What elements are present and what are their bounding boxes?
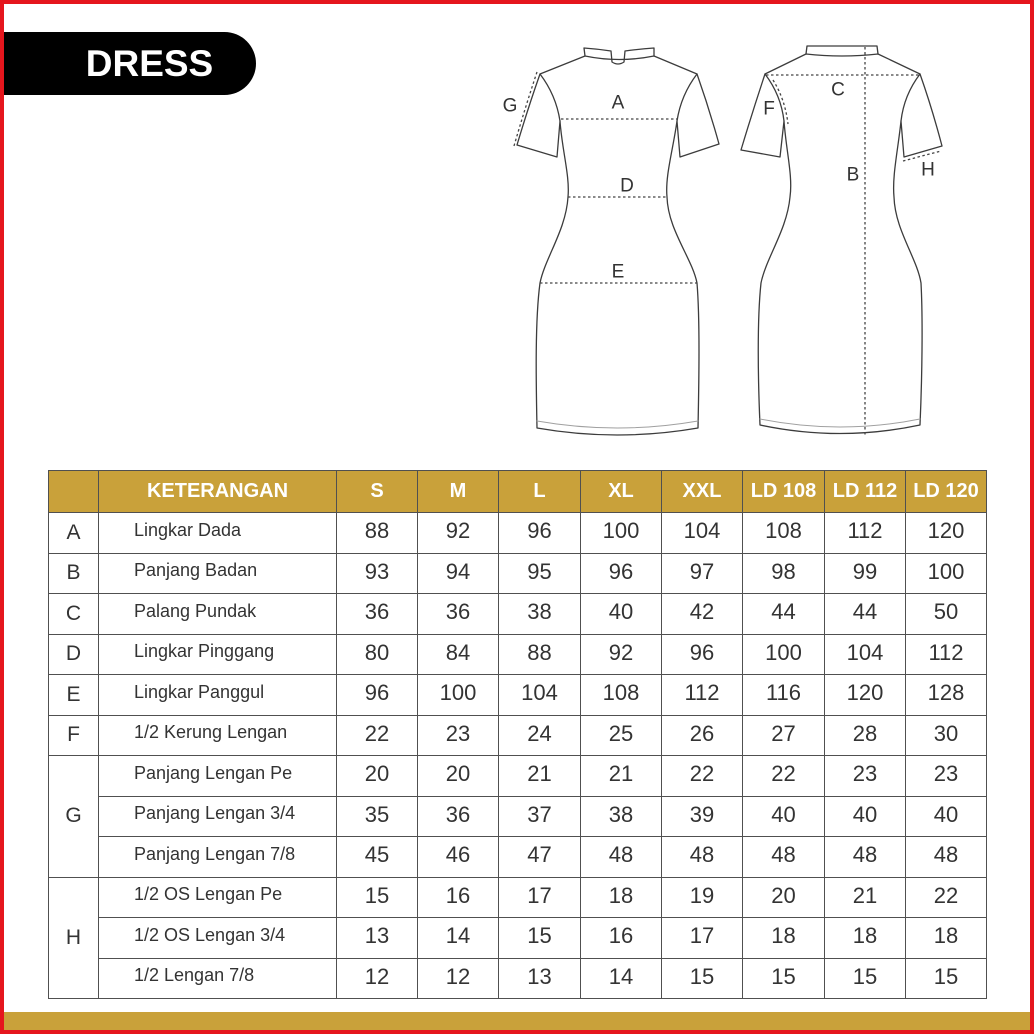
size-value-cell: 15	[662, 958, 743, 999]
size-value-cell: 120	[906, 513, 987, 554]
size-value-cell: 20	[337, 756, 418, 797]
size-value-cell: 98	[743, 553, 825, 594]
size-value-cell: 100	[418, 675, 499, 716]
size-table-body	[49, 513, 987, 999]
header-size-m: M	[418, 471, 499, 513]
label-g: G	[502, 95, 518, 117]
table-row	[49, 877, 987, 918]
size-value-cell: 100	[581, 513, 662, 554]
size-value-cell: 120	[825, 675, 906, 716]
header-size-l: L	[499, 471, 581, 513]
size-value-cell: 46	[418, 837, 499, 878]
measure-description-cell: 1/2 OS Lengan 3/4	[99, 918, 337, 959]
table-row	[49, 675, 987, 716]
page-title: DRESS	[85, 43, 214, 84]
table-row	[49, 958, 987, 999]
size-value-cell: 26	[662, 715, 743, 756]
size-value-cell: 99	[825, 553, 906, 594]
size-value-cell: 30	[906, 715, 987, 756]
size-value-cell: 20	[418, 756, 499, 797]
size-value-cell: 48	[662, 837, 743, 878]
size-value-cell: 108	[743, 513, 825, 554]
table-row	[49, 796, 987, 837]
size-value-cell: 35	[337, 796, 418, 837]
header-size-ld112: LD 112	[825, 471, 906, 513]
size-value-cell: 12	[418, 958, 499, 999]
table-row	[49, 594, 987, 635]
size-value-cell: 80	[337, 634, 418, 675]
label-f: F	[763, 98, 775, 120]
size-value-cell: 36	[418, 594, 499, 635]
measure-description-cell: Panjang Badan	[99, 553, 337, 594]
header-size-s: S	[337, 471, 418, 513]
size-value-cell: 48	[743, 837, 825, 878]
size-value-cell: 112	[662, 675, 743, 716]
size-value-cell: 12	[337, 958, 418, 999]
label-h: H	[921, 159, 935, 181]
size-value-cell: 36	[337, 594, 418, 635]
measure-description-cell: Lingkar Panggul	[99, 675, 337, 716]
size-value-cell: 16	[418, 877, 499, 918]
label-d: D	[620, 175, 634, 197]
size-value-cell: 23	[906, 756, 987, 797]
size-value-cell: 93	[337, 553, 418, 594]
size-value-cell: 104	[499, 675, 581, 716]
size-value-cell: 21	[581, 756, 662, 797]
size-value-cell: 96	[662, 634, 743, 675]
table-row	[49, 553, 987, 594]
table-row	[49, 756, 987, 797]
size-value-cell: 20	[743, 877, 825, 918]
header-size-ld120: LD 120	[906, 471, 987, 513]
measure-description-cell: 1/2 Kerung Lengan	[99, 715, 337, 756]
size-value-cell: 96	[337, 675, 418, 716]
size-value-cell: 38	[499, 594, 581, 635]
size-value-cell: 16	[581, 918, 662, 959]
size-value-cell: 116	[743, 675, 825, 716]
measure-description-cell: 1/2 OS Lengan Pe	[99, 877, 337, 918]
size-value-cell: 96	[499, 513, 581, 554]
measure-description-cell: Lingkar Dada	[99, 513, 337, 554]
measure-description-cell: Panjang Lengan Pe	[99, 756, 337, 797]
table-row	[49, 634, 987, 675]
size-value-cell: 15	[906, 958, 987, 999]
size-value-cell: 128	[906, 675, 987, 716]
size-value-cell: 104	[662, 513, 743, 554]
size-value-cell: 22	[743, 756, 825, 797]
size-value-cell: 22	[662, 756, 743, 797]
measure-code-cell: G	[49, 756, 99, 878]
size-value-cell: 13	[337, 918, 418, 959]
size-value-cell: 21	[825, 877, 906, 918]
size-value-cell: 13	[499, 958, 581, 999]
header-row	[49, 471, 987, 513]
size-value-cell: 23	[418, 715, 499, 756]
size-value-cell: 88	[337, 513, 418, 554]
measure-code-cell: C	[49, 594, 99, 635]
size-value-cell: 40	[581, 594, 662, 635]
size-value-cell: 18	[825, 918, 906, 959]
size-value-cell: 95	[499, 553, 581, 594]
size-value-cell: 14	[581, 958, 662, 999]
size-value-cell: 88	[499, 634, 581, 675]
size-value-cell: 37	[499, 796, 581, 837]
size-value-cell: 47	[499, 837, 581, 878]
size-value-cell: 15	[743, 958, 825, 999]
measure-description-cell: 1/2 Lengan 7/8	[99, 958, 337, 999]
size-value-cell: 50	[906, 594, 987, 635]
size-value-cell: 97	[662, 553, 743, 594]
size-value-cell: 48	[825, 837, 906, 878]
size-value-cell: 94	[418, 553, 499, 594]
size-value-cell: 18	[743, 918, 825, 959]
bottom-accent-stripe	[4, 1012, 1030, 1030]
size-value-cell: 18	[581, 877, 662, 918]
size-value-cell: 92	[418, 513, 499, 554]
measure-code-cell: B	[49, 553, 99, 594]
size-value-cell: 92	[581, 634, 662, 675]
size-value-cell: 40	[825, 796, 906, 837]
size-value-cell: 112	[825, 513, 906, 554]
size-value-cell: 40	[906, 796, 987, 837]
size-value-cell: 17	[662, 918, 743, 959]
size-value-cell: 28	[825, 715, 906, 756]
size-value-cell: 38	[581, 796, 662, 837]
table-row	[49, 918, 987, 959]
size-value-cell: 15	[337, 877, 418, 918]
header-size-xxl: XXL	[662, 471, 743, 513]
size-value-cell: 100	[743, 634, 825, 675]
label-a: A	[611, 92, 625, 114]
size-value-cell: 15	[825, 958, 906, 999]
size-value-cell: 18	[906, 918, 987, 959]
measure-description-cell: Panjang Lengan 3/4	[99, 796, 337, 837]
size-value-cell: 42	[662, 594, 743, 635]
size-value-cell: 14	[418, 918, 499, 959]
table-header	[49, 471, 987, 513]
size-value-cell: 17	[499, 877, 581, 918]
size-value-cell: 45	[337, 837, 418, 878]
measure-description-cell: Lingkar Pinggang	[99, 634, 337, 675]
dress-measurement-diagram	[500, 40, 960, 450]
size-value-cell: 22	[337, 715, 418, 756]
category-badge	[4, 32, 256, 95]
measure-code-cell: D	[49, 634, 99, 675]
size-value-cell: 27	[743, 715, 825, 756]
size-value-cell: 44	[825, 594, 906, 635]
header-size-ld108: LD 108	[743, 471, 825, 513]
label-e: E	[611, 261, 625, 283]
size-value-cell: 96	[581, 553, 662, 594]
size-value-cell: 104	[825, 634, 906, 675]
size-value-cell: 108	[581, 675, 662, 716]
size-value-cell: 48	[906, 837, 987, 878]
back-collar	[806, 46, 878, 54]
size-value-cell: 19	[662, 877, 743, 918]
size-value-cell: 112	[906, 634, 987, 675]
header-size-xl: XL	[581, 471, 662, 513]
label-b: B	[846, 164, 860, 186]
size-value-cell: 25	[581, 715, 662, 756]
size-value-cell: 100	[906, 553, 987, 594]
table-row	[49, 513, 987, 554]
measure-code-cell: A	[49, 513, 99, 554]
size-value-cell: 15	[499, 918, 581, 959]
size-value-cell: 21	[499, 756, 581, 797]
measure-code-cell: F	[49, 715, 99, 756]
label-c: C	[831, 79, 845, 101]
size-value-cell: 23	[825, 756, 906, 797]
measure-description-cell: Panjang Lengan 7/8	[99, 837, 337, 878]
size-chart-table	[48, 470, 987, 999]
table-row	[49, 715, 987, 756]
size-value-cell: 44	[743, 594, 825, 635]
size-value-cell: 48	[581, 837, 662, 878]
header-description: KETERANGAN	[99, 471, 337, 513]
measure-code-cell: E	[49, 675, 99, 716]
size-value-cell: 36	[418, 796, 499, 837]
size-value-cell: 22	[906, 877, 987, 918]
size-value-cell: 40	[743, 796, 825, 837]
size-value-cell: 24	[499, 715, 581, 756]
measure-description-cell: Palang Pundak	[99, 594, 337, 635]
header-code-cell	[49, 471, 99, 513]
size-value-cell: 84	[418, 634, 499, 675]
table-row	[49, 837, 987, 878]
size-value-cell: 39	[662, 796, 743, 837]
measure-code-cell: H	[49, 877, 99, 999]
